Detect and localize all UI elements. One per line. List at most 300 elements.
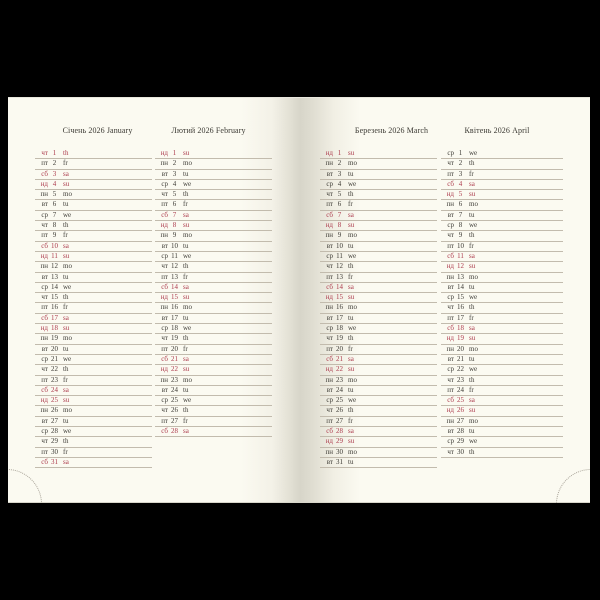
- weekday-en: su: [348, 293, 355, 302]
- calendar-row: [320, 170, 437, 180]
- weekday-uk: пн: [325, 159, 333, 168]
- weekday-en: th: [469, 231, 475, 240]
- day-number: 22: [336, 365, 343, 374]
- day-number: 10: [336, 241, 343, 250]
- weekday-en: mo: [63, 334, 72, 343]
- calendar-row: [320, 252, 437, 262]
- day-number: 28: [336, 427, 343, 436]
- weekday-en: su: [183, 149, 190, 157]
- calendar-row: [441, 149, 563, 159]
- calendar-row: [320, 273, 437, 283]
- day-number: 24: [336, 385, 343, 394]
- weekday-uk: пт: [41, 231, 48, 240]
- calendar-row: [441, 190, 563, 200]
- calendar-row: [441, 211, 563, 221]
- day-number: 18: [51, 324, 58, 333]
- weekday-uk: пн: [40, 262, 48, 271]
- day-number: 12: [457, 262, 464, 271]
- calendar-row: [320, 221, 437, 231]
- weekday-uk: ср: [447, 293, 454, 302]
- calendar-row: [155, 190, 272, 200]
- calendar-row: [155, 417, 272, 427]
- day-number: 8: [172, 221, 177, 230]
- weekday-uk: пт: [326, 200, 333, 209]
- weekday-en: tu: [348, 457, 354, 466]
- weekday-uk: пт: [41, 447, 48, 456]
- calendar-row: [35, 221, 152, 231]
- day-number: 25: [171, 396, 178, 405]
- weekday-uk: пт: [326, 416, 333, 425]
- weekday-uk: нд: [40, 179, 48, 188]
- weekday-uk: нд: [446, 406, 454, 415]
- day-number: 12: [51, 262, 58, 271]
- weekday-uk: ср: [326, 396, 333, 405]
- weekday-en: we: [469, 221, 478, 230]
- weekday-uk: сб: [161, 354, 168, 363]
- calendar-row: [155, 170, 272, 180]
- day-number: 27: [336, 416, 343, 425]
- calendar-row: [320, 386, 437, 396]
- calendar-row: [441, 417, 563, 427]
- weekday-uk: вт: [161, 385, 168, 394]
- weekday-en: mo: [183, 375, 192, 384]
- day-number: 18: [171, 324, 178, 333]
- day-number: 31: [336, 457, 343, 466]
- day-number: 16: [171, 303, 178, 312]
- weekday-en: su: [348, 365, 355, 374]
- day-number: 30: [336, 447, 343, 456]
- weekday-en: fr: [183, 416, 188, 425]
- day-number: 24: [457, 385, 464, 394]
- day-number: 11: [171, 251, 178, 260]
- weekday-en: we: [183, 324, 192, 333]
- month-column-march: [320, 97, 437, 503]
- weekday-uk: сб: [161, 282, 168, 291]
- weekday-en: we: [63, 210, 72, 219]
- weekday-en: sa: [183, 210, 189, 219]
- weekday-uk: сб: [326, 354, 333, 363]
- calendar-row: [35, 293, 152, 303]
- day-number: 18: [336, 324, 343, 333]
- day-number: 10: [457, 241, 464, 250]
- day-number: 26: [51, 406, 58, 415]
- calendar-row: [155, 314, 272, 324]
- weekday-en: sa: [348, 282, 354, 291]
- day-number: 19: [51, 334, 58, 343]
- calendar-row: [155, 303, 272, 313]
- calendar-row: [35, 159, 152, 169]
- weekday-uk: вт: [326, 385, 333, 394]
- day-number: 14: [336, 282, 343, 291]
- weekday-en: fr: [469, 385, 474, 394]
- weekday-en: mo: [183, 303, 192, 312]
- calendar-row: [441, 159, 563, 169]
- calendar-row: [441, 180, 563, 190]
- weekday-en: we: [348, 179, 357, 188]
- weekday-uk: вт: [41, 272, 48, 281]
- calendar-row: [320, 334, 437, 344]
- weekday-uk: пт: [326, 272, 333, 281]
- weekday-en: we: [183, 179, 192, 188]
- weekday-uk: пт: [447, 385, 454, 394]
- weekday-en: we: [348, 396, 357, 405]
- weekday-uk: нд: [160, 293, 168, 302]
- weekday-uk: ср: [326, 324, 333, 333]
- weekday-en: su: [183, 365, 190, 374]
- weekday-uk: сб: [41, 457, 48, 466]
- weekday-en: th: [183, 190, 189, 199]
- day-number: 3: [337, 169, 342, 178]
- weekday-en: su: [63, 179, 70, 188]
- weekday-en: tu: [348, 385, 354, 394]
- day-number: 26: [457, 406, 464, 415]
- calendar-row: [441, 334, 563, 344]
- weekday-en: su: [469, 406, 476, 415]
- weekday-en: fr: [348, 344, 353, 353]
- day-number: 27: [51, 416, 58, 425]
- day-number: 13: [457, 272, 464, 281]
- weekday-uk: пн: [325, 231, 333, 240]
- day-number: 30: [457, 447, 464, 456]
- weekday-uk: вт: [41, 416, 48, 425]
- weekday-en: su: [469, 334, 476, 343]
- weekday-en: tu: [63, 272, 69, 281]
- weekday-en: fr: [183, 344, 188, 353]
- calendar-row: [441, 170, 563, 180]
- weekday-en: tu: [63, 416, 69, 425]
- weekday-uk: сб: [41, 241, 48, 250]
- calendar-row: [320, 417, 437, 427]
- weekday-uk: вт: [161, 241, 168, 250]
- weekday-en: sa: [63, 457, 69, 466]
- weekday-en: th: [183, 334, 189, 343]
- calendar-row: [155, 355, 272, 365]
- calendar-row: [35, 242, 152, 252]
- weekday-en: th: [348, 190, 354, 199]
- calendar-row: [320, 365, 437, 375]
- month-rows: [441, 149, 563, 458]
- day-number: 7: [52, 210, 57, 219]
- weekday-uk: чт: [41, 149, 48, 157]
- calendar-row: [320, 231, 437, 241]
- weekday-uk: пт: [41, 159, 48, 168]
- weekday-uk: ср: [161, 179, 168, 188]
- day-number: 5: [458, 190, 463, 199]
- calendar-row: [441, 406, 563, 416]
- weekday-en: sa: [348, 354, 354, 363]
- weekday-en: mo: [63, 406, 72, 415]
- day-number: 5: [172, 190, 177, 199]
- weekday-en: fr: [348, 416, 353, 425]
- weekday-en: sa: [469, 396, 475, 405]
- weekday-uk: чт: [447, 447, 454, 456]
- calendar-row: [35, 376, 152, 386]
- weekday-uk: вт: [447, 282, 454, 291]
- weekday-uk: нд: [160, 149, 168, 157]
- weekday-uk: сб: [447, 396, 454, 405]
- calendar-row: [441, 314, 563, 324]
- calendar-row: [35, 283, 152, 293]
- day-number: 27: [171, 416, 178, 425]
- calendar-row: [155, 221, 272, 231]
- calendar-row: [155, 283, 272, 293]
- day-number: 29: [457, 437, 464, 446]
- day-number: 6: [52, 200, 57, 209]
- calendar-row: [320, 303, 437, 313]
- calendar-row: [35, 386, 152, 396]
- weekday-en: su: [469, 190, 476, 199]
- day-number: 12: [171, 262, 178, 271]
- day-number: 21: [171, 354, 178, 363]
- day-number: 1: [52, 149, 57, 157]
- day-number: 20: [457, 344, 464, 353]
- weekday-uk: вт: [326, 169, 333, 178]
- calendar-row: [441, 365, 563, 375]
- day-number: 17: [457, 313, 464, 322]
- calendar-row: [320, 427, 437, 437]
- weekday-en: th: [348, 334, 354, 343]
- weekday-en: th: [63, 293, 69, 302]
- calendar-row: [35, 231, 152, 241]
- calendar-row: [35, 417, 152, 427]
- day-number: 21: [51, 354, 58, 363]
- day-number: 19: [336, 334, 343, 343]
- calendar-row: [35, 458, 152, 468]
- weekday-en: fr: [63, 447, 68, 456]
- weekday-en: fr: [63, 303, 68, 312]
- day-number: 2: [172, 159, 177, 168]
- day-number: 22: [171, 365, 178, 374]
- weekday-uk: чт: [161, 406, 168, 415]
- day-number: 4: [337, 179, 342, 188]
- weekday-uk: пн: [446, 272, 454, 281]
- weekday-en: th: [469, 375, 475, 384]
- day-number: 8: [337, 221, 342, 230]
- weekday-en: sa: [469, 324, 475, 333]
- day-number: 19: [171, 334, 178, 343]
- calendar-row: [320, 324, 437, 334]
- weekday-en: tu: [469, 282, 475, 291]
- weekday-uk: нд: [446, 334, 454, 343]
- calendar-row: [441, 231, 563, 241]
- day-number: 11: [336, 251, 343, 260]
- weekday-en: mo: [469, 272, 478, 281]
- day-number: 13: [171, 272, 178, 281]
- day-number: 16: [457, 303, 464, 312]
- day-number: 8: [458, 221, 463, 230]
- calendar-row: [155, 334, 272, 344]
- weekday-uk: пн: [325, 303, 333, 312]
- month-rows: [35, 149, 152, 468]
- weekday-en: fr: [469, 169, 474, 178]
- calendar-row: [320, 190, 437, 200]
- weekday-en: mo: [63, 262, 72, 271]
- weekday-uk: чт: [447, 303, 454, 312]
- day-number: 2: [337, 159, 342, 168]
- calendar-row: [155, 273, 272, 283]
- calendar-row: [441, 324, 563, 334]
- day-number: 3: [458, 169, 463, 178]
- calendar-row: [320, 406, 437, 416]
- weekday-en: th: [63, 437, 69, 446]
- weekday-uk: сб: [326, 210, 333, 219]
- calendar-row: [320, 458, 437, 468]
- calendar-row: [441, 427, 563, 437]
- day-number: 13: [336, 272, 343, 281]
- day-number: 23: [336, 375, 343, 384]
- calendar-row: [320, 437, 437, 447]
- day-number: 31: [51, 457, 58, 466]
- calendar-row: [155, 200, 272, 210]
- day-number: 24: [51, 385, 58, 394]
- weekday-en: sa: [183, 282, 189, 291]
- weekday-en: we: [469, 293, 478, 302]
- calendar-row: [155, 149, 272, 159]
- weekday-uk: нд: [325, 221, 333, 230]
- weekday-en: su: [63, 396, 70, 405]
- weekday-en: th: [183, 262, 189, 271]
- calendar-row: [35, 211, 152, 221]
- day-number: 6: [337, 200, 342, 209]
- calendar-row: [155, 231, 272, 241]
- day-number: 10: [51, 241, 58, 250]
- day-number: 14: [457, 282, 464, 291]
- weekday-en: tu: [348, 169, 354, 178]
- weekday-uk: чт: [447, 375, 454, 384]
- calendar-row: [35, 149, 152, 159]
- day-number: 15: [51, 293, 58, 302]
- day-number: 3: [52, 169, 57, 178]
- weekday-uk: пт: [41, 375, 48, 384]
- calendar-row: [320, 345, 437, 355]
- calendar-row: [35, 406, 152, 416]
- weekday-uk: ср: [447, 437, 454, 446]
- day-number: 17: [51, 313, 58, 322]
- day-number: 26: [336, 406, 343, 415]
- calendar-row: [320, 283, 437, 293]
- day-number: 2: [52, 159, 57, 168]
- weekday-en: we: [183, 251, 192, 260]
- weekday-uk: чт: [161, 262, 168, 271]
- weekday-uk: нд: [160, 221, 168, 230]
- day-number: 21: [457, 354, 464, 363]
- day-number: 20: [51, 344, 58, 353]
- weekday-en: mo: [348, 447, 357, 456]
- weekday-uk: вт: [326, 241, 333, 250]
- weekday-uk: вт: [447, 210, 454, 219]
- weekday-uk: чт: [161, 334, 168, 343]
- calendar-row: [35, 262, 152, 272]
- day-number: 25: [336, 396, 343, 405]
- weekday-en: sa: [183, 354, 189, 363]
- weekday-en: tu: [348, 313, 354, 322]
- weekday-en: tu: [469, 210, 475, 219]
- weekday-uk: чт: [41, 221, 48, 230]
- weekday-uk: чт: [41, 365, 48, 374]
- weekday-uk: нд: [446, 262, 454, 271]
- month-rows: [155, 149, 272, 437]
- month-rows: [320, 149, 437, 468]
- weekday-uk: пт: [326, 344, 333, 353]
- calendar-row: [155, 159, 272, 169]
- day-number: 10: [171, 241, 178, 250]
- weekday-uk: нд: [446, 190, 454, 199]
- calendar-row: [155, 324, 272, 334]
- calendar-row: [441, 252, 563, 262]
- day-number: 9: [52, 231, 57, 240]
- weekday-uk: сб: [161, 427, 168, 436]
- weekday-en: th: [183, 406, 189, 415]
- weekday-uk: чт: [326, 406, 333, 415]
- day-number: 22: [457, 365, 464, 374]
- weekday-uk: пн: [160, 303, 168, 312]
- calendar-row: [441, 303, 563, 313]
- weekday-uk: нд: [325, 437, 333, 446]
- weekday-uk: пт: [161, 344, 168, 353]
- day-number: 4: [52, 179, 57, 188]
- weekday-uk: ср: [41, 354, 48, 363]
- calendar-row: [155, 293, 272, 303]
- day-number: 15: [336, 293, 343, 302]
- calendar-row: [35, 180, 152, 190]
- weekday-uk: вт: [447, 354, 454, 363]
- day-number: 18: [457, 324, 464, 333]
- day-number: 11: [51, 251, 58, 260]
- weekday-en: tu: [183, 169, 189, 178]
- weekday-en: th: [348, 262, 354, 271]
- day-number: 21: [336, 354, 343, 363]
- day-number: 15: [171, 293, 178, 302]
- calendar-row: [155, 365, 272, 375]
- calendar-row: [35, 448, 152, 458]
- day-number: 1: [458, 149, 463, 157]
- weekday-en: th: [469, 447, 475, 456]
- day-number: 23: [457, 375, 464, 384]
- weekday-uk: чт: [161, 190, 168, 199]
- calendar-row: [155, 180, 272, 190]
- calendar-row: [35, 252, 152, 262]
- weekday-uk: нд: [325, 293, 333, 302]
- weekday-en: tu: [63, 200, 69, 209]
- weekday-en: sa: [469, 179, 475, 188]
- calendar-row: [35, 314, 152, 324]
- day-number: 20: [336, 344, 343, 353]
- weekday-en: we: [183, 396, 192, 405]
- calendar-row: [441, 437, 563, 447]
- day-number: 30: [51, 447, 58, 456]
- day-number: 6: [172, 200, 177, 209]
- weekday-uk: вт: [161, 169, 168, 178]
- weekday-uk: сб: [41, 169, 48, 178]
- weekday-en: tu: [183, 241, 189, 250]
- weekday-en: tu: [183, 385, 189, 394]
- weekday-en: we: [63, 427, 72, 436]
- day-number: 3: [172, 169, 177, 178]
- calendar-row: [35, 170, 152, 180]
- weekday-uk: пт: [41, 303, 48, 312]
- weekday-en: mo: [348, 231, 357, 240]
- weekday-uk: сб: [41, 385, 48, 394]
- weekday-en: th: [469, 303, 475, 312]
- day-number: 7: [172, 210, 177, 219]
- calendar-row: [35, 427, 152, 437]
- calendar-row: [320, 211, 437, 221]
- weekday-en: su: [348, 437, 355, 446]
- day-number: 4: [458, 179, 463, 188]
- weekday-en: th: [63, 221, 69, 230]
- weekday-uk: пн: [160, 375, 168, 384]
- weekday-en: mo: [183, 159, 192, 168]
